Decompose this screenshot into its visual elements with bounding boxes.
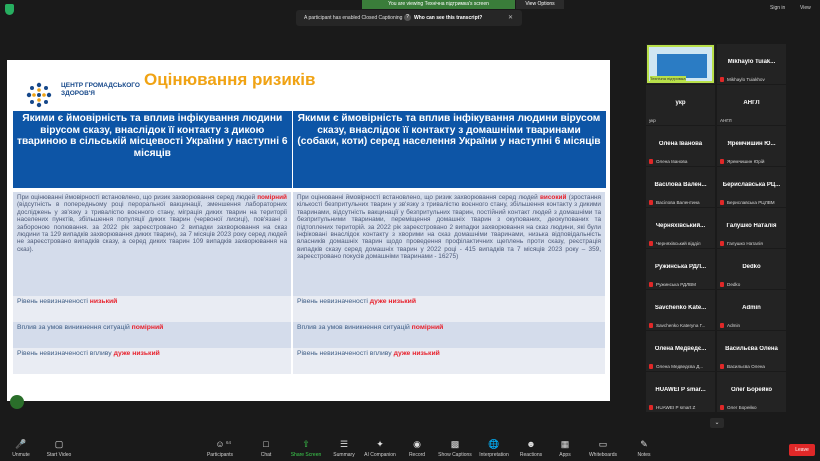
header-cell-domestic-animals: Якими є ймовірність та вплив інфікування людини вірусом сказу, внаслідок її контакту з домашніми тваринами (собаки, коти) серед населення України у наступні 6 місяців bbox=[292, 111, 606, 188]
participant-tile[interactable] bbox=[646, 44, 715, 84]
participant-tile[interactable] bbox=[646, 249, 715, 289]
participant-label: Васілова Валентина bbox=[656, 200, 700, 205]
participant-label: Черняхівський відділ bbox=[656, 241, 701, 246]
shared-screen bbox=[7, 60, 610, 401]
help-icon: ? bbox=[404, 14, 411, 21]
unmute-button[interactable]: 🎤 Unmute bbox=[0, 439, 42, 458]
impact-uncertainty-cell-domestic: Рівень невизначеності впливу дуже низький bbox=[292, 348, 606, 374]
impact-cell-wild: Вплив за умов виникнення ситуацій помірний bbox=[13, 322, 292, 348]
participant-label: Олена Медведєва Д... bbox=[656, 364, 704, 369]
slide-title: Оцінювання ризиків bbox=[144, 70, 316, 89]
participant-label: Олег Борейко bbox=[727, 405, 757, 410]
table-header-row bbox=[13, 111, 606, 188]
meeting-toolbar bbox=[0, 437, 820, 461]
share-screen-button[interactable]: ⇧ Share Screen bbox=[285, 439, 327, 458]
participant-name: укр bbox=[675, 100, 686, 106]
participant-name: Savchenko Kate... bbox=[654, 305, 707, 311]
share-screen-icon: ⇧ bbox=[302, 439, 310, 449]
participant-label: Dedko bbox=[727, 282, 741, 287]
participant-label: Mikhaylo Tuiakhov bbox=[727, 77, 765, 82]
participant-tile[interactable] bbox=[646, 208, 715, 248]
participant-name: HUAWEI P smar... bbox=[655, 387, 706, 393]
participant-label: Галушко Наталія bbox=[727, 241, 763, 246]
impact-uncertainty-cell-wild: Рівень невизначеності впливу дуже низький bbox=[13, 348, 292, 374]
reactions-button[interactable]: ☻ Reactions bbox=[510, 439, 552, 458]
summary-icon: ☰ bbox=[339, 439, 349, 449]
mic-muted-icon bbox=[649, 405, 653, 410]
record-button[interactable]: ◉ Record bbox=[396, 439, 438, 458]
participant-label: Яремчишин Юрій bbox=[727, 159, 765, 164]
participant-tile[interactable] bbox=[646, 290, 715, 330]
logo-text: ЦЕНТР ГРОМАДСЬКОГО ЗДОРОВ'Я bbox=[61, 82, 140, 97]
participant-label: Admin bbox=[727, 323, 741, 328]
view-button[interactable]: View bbox=[800, 5, 811, 11]
sparkle-icon: ✦ bbox=[376, 439, 384, 449]
participant-tile[interactable] bbox=[717, 167, 786, 207]
table-row bbox=[13, 348, 606, 374]
participant-tile[interactable] bbox=[717, 331, 786, 371]
shared-slide-thumbnail: Технічна підтримка bbox=[647, 45, 714, 83]
chat-button[interactable]: □ Chat bbox=[245, 439, 287, 458]
mic-muted-icon bbox=[720, 159, 724, 164]
participant-tile[interactable] bbox=[717, 249, 786, 289]
participants-count: 64 bbox=[226, 440, 232, 445]
mic-muted-icon bbox=[720, 200, 724, 205]
mic-muted-icon bbox=[720, 282, 724, 287]
mic-muted-icon bbox=[649, 323, 653, 328]
probability-cell-wild: При оцінюванні ймовірності встановлено, що ризик захворювання серед людей помірний (відсутність в попередньому році пероральної вакцинації, зменшення лабораторних досліджень у зв'язку з тривалістю воєнного стану, міграція диких тварин на території населених пунктів, збільшення популяції диких тварин (червоної лисиці), пов'язані з забороною полювання. за 2022 рік зареєстровано 2 випадки захворювання на сказ людини та 129 випадків захворювання диких тварин), за 7 місяців 2023 року серед людей не зареєстровано випадків сказу, а серед диких тварин 109 випадків захворювання на сказ). bbox=[13, 192, 292, 296]
participant-name: Васильєва Олена bbox=[725, 346, 778, 352]
notes-button[interactable]: ✎ Notes bbox=[623, 439, 665, 458]
annotate-icon[interactable] bbox=[10, 395, 24, 409]
leave-button[interactable]: Leave bbox=[789, 444, 815, 456]
notes-icon: ✎ bbox=[640, 439, 648, 449]
participant-tile[interactable] bbox=[717, 85, 786, 125]
participant-label: Васильєва Олена bbox=[727, 364, 765, 369]
whiteboard-icon: ▭ bbox=[598, 439, 608, 449]
participant-label: АНГЛ bbox=[720, 118, 732, 123]
probability-cell-domestic: При оцінюванні ймовірності встановлено, що ризик захворювання серед людей високий (зростання кількості безпритульних тварин у зв'язку з тривалістю воєнного стану, збільшення контакту з дикими тваринами, відсутність вакцинації у безпритульних тварин, постійний контакт людей з домашніми та безпритульними тваринами, переміщення домашніх тварин з окупованих, деокупованих та підтоплених територій. за 2022 рік зареєстровано 2 випадки захворювання на сказ людини, які були інфіковані внаслідок контакту з хворими на сказ домашніми тваринами, низька відповідальність власників домашніх тварин щодо проведення профілактичних щеплень проти сказу, реєстрація випадків сказу серед домашніх тварин у 2022 році - 415 випадків та 7 місяців 2023 року – 359, зареєстровано покусів домашніми тваринами - 16275) bbox=[292, 192, 606, 296]
close-icon[interactable]: ✕ bbox=[508, 15, 514, 21]
captions-notification bbox=[296, 10, 522, 26]
mic-muted-icon bbox=[649, 241, 653, 246]
participant-name: Васілова Вален... bbox=[654, 182, 707, 188]
participant-name: Яремчишин Ю... bbox=[727, 141, 776, 147]
video-off-icon: ▢ bbox=[54, 439, 64, 449]
participant-label: Savchenko Kateryna Г... bbox=[656, 323, 706, 328]
apps-button[interactable]: ▦ Apps bbox=[544, 439, 586, 458]
participant-tile[interactable] bbox=[717, 372, 786, 412]
uncertainty-cell-wild: Рівень невизначеності низький bbox=[13, 296, 292, 322]
uncertainty-cell-domestic: Рівень невизначеності дуже низький bbox=[292, 296, 606, 322]
participant-name: Галушко Наталія bbox=[726, 223, 777, 229]
participant-label: Олена Іванова bbox=[656, 159, 688, 164]
table-row bbox=[13, 322, 606, 348]
participant-name: Олег Борейко bbox=[730, 387, 773, 393]
participant-name: Admin bbox=[742, 305, 761, 311]
participant-tile[interactable] bbox=[646, 167, 715, 207]
chat-bubble-icon: □ bbox=[263, 439, 269, 449]
participant-tile[interactable] bbox=[646, 331, 715, 371]
mic-muted-icon bbox=[720, 364, 724, 369]
globe-icon: 🌐 bbox=[488, 439, 500, 449]
participant-name: АНГЛ bbox=[743, 100, 760, 106]
participant-label: Ружинська РДЛВМ bbox=[656, 282, 696, 287]
viewing-banner: You are viewing Технічна підтримка's screen bbox=[362, 0, 515, 9]
cc-icon: ▩ bbox=[450, 439, 460, 449]
mic-muted-icon bbox=[720, 405, 724, 410]
mic-muted-icon bbox=[649, 282, 653, 287]
impact-cell-domestic: Вплив за умов виникнення ситуацій помірний bbox=[292, 322, 606, 348]
show-captions-button[interactable]: ▩ Show Captions bbox=[434, 439, 476, 458]
transcript-visibility-link[interactable]: Who can see this transcript? bbox=[414, 15, 483, 21]
table-row bbox=[13, 192, 606, 296]
risk-table bbox=[13, 111, 607, 374]
participant-name: Черняхівський... bbox=[655, 223, 706, 229]
apps-grid-icon: ▦ bbox=[560, 439, 570, 449]
participants-button[interactable]: ☺ 64 Participants bbox=[199, 439, 241, 458]
mic-muted-icon bbox=[649, 200, 653, 205]
chevron-down-icon[interactable]: ⌄ bbox=[710, 418, 724, 428]
participant-tile[interactable] bbox=[717, 290, 786, 330]
participant-name: Ружинська РДЛ... bbox=[654, 264, 707, 270]
participant-name: Mikhaylo Tuiak... bbox=[727, 59, 776, 65]
participant-tile[interactable] bbox=[717, 126, 786, 166]
microphone-muted-icon: 🎤 bbox=[15, 439, 27, 449]
smiley-icon: ☻ bbox=[526, 439, 536, 449]
participant-tile[interactable] bbox=[717, 44, 786, 84]
table-row bbox=[13, 296, 606, 322]
participant-label: укр bbox=[649, 118, 656, 123]
participant-name: Олена Іванова bbox=[658, 141, 703, 147]
whiteboards-button[interactable]: ▭ Whiteboards bbox=[582, 439, 624, 458]
mic-muted-icon bbox=[720, 77, 724, 82]
participant-name: Бериславська РЦ... bbox=[722, 182, 781, 188]
phc-logo-icon bbox=[24, 80, 54, 110]
participant-name: Олена Медведє... bbox=[654, 346, 707, 352]
interpretation-button[interactable]: 🌐 Interpretation bbox=[473, 439, 515, 458]
participant-name: Dedko bbox=[742, 264, 761, 270]
participant-tile[interactable] bbox=[717, 208, 786, 248]
mic-muted-icon bbox=[720, 323, 724, 328]
participant-label: HUAWEI P smart Z bbox=[656, 405, 696, 410]
view-options-button[interactable]: View Options bbox=[516, 0, 564, 9]
start-video-button[interactable]: ▢ Start Video bbox=[38, 439, 80, 458]
participant-tile[interactable] bbox=[646, 372, 715, 412]
people-icon: ☺ bbox=[215, 439, 225, 449]
record-icon: ◉ bbox=[413, 439, 421, 449]
participant-label: Бериславська РЦЛВМ bbox=[727, 200, 775, 205]
mic-muted-icon bbox=[649, 364, 653, 369]
ai-companion-button[interactable]: ✦ AI Companion bbox=[359, 439, 401, 458]
summary-button[interactable]: ☰ Summary bbox=[323, 439, 365, 458]
mic-muted-icon bbox=[720, 241, 724, 246]
participant-tile[interactable] bbox=[646, 126, 715, 166]
mic-muted-icon bbox=[649, 159, 653, 164]
participant-tile[interactable] bbox=[646, 85, 715, 125]
notification-message: A participant has enabled Closed Captioning bbox=[304, 15, 403, 21]
sign-in-link[interactable]: Sign in bbox=[770, 5, 786, 11]
shield-icon[interactable] bbox=[5, 4, 14, 15]
header-cell-wild-animals: Якими є ймовірність та вплив інфікування людини вірусом сказу, внаслідок її контакту з дикою твариною в сільській місцевості України у наступні 6 місяців bbox=[13, 111, 292, 188]
